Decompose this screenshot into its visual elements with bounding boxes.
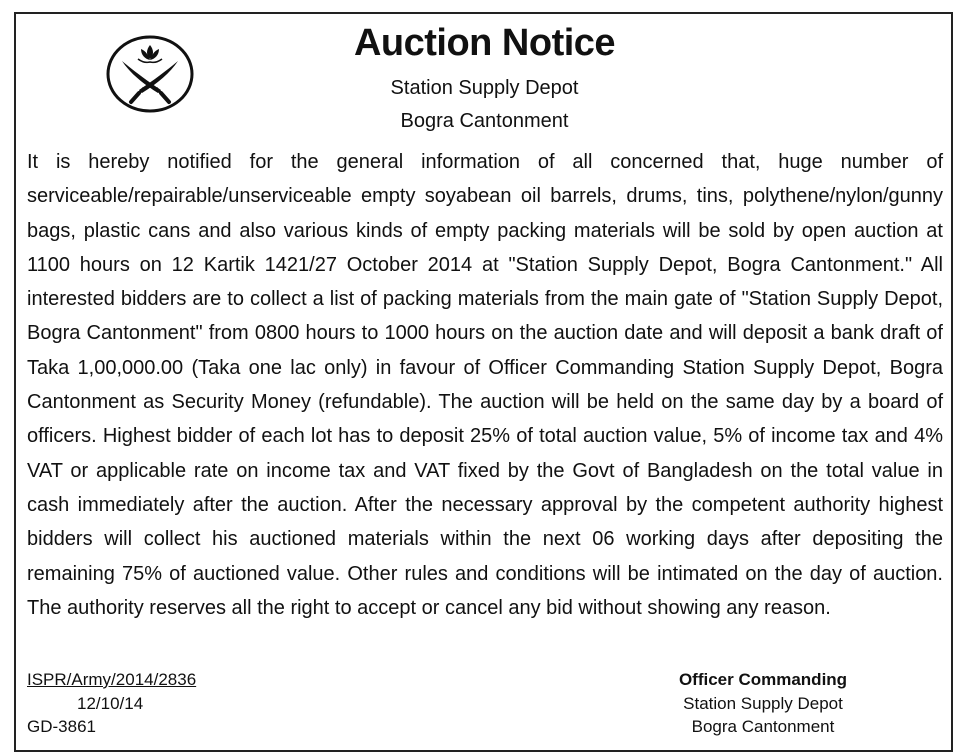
gd-number: GD-3861 xyxy=(27,717,96,736)
notice-body: It is hereby notified for the general information of all concerned that, huge number of serviceable/repairable/unserviceable empty soyabean oil barrels, drums, tins, polythene/nylon/gunny bags, plastic cans and also various kinds of empty packing materials will be sold by open auction at 1100 hours on 12 Kartik 1421/27 October 2014 at "Station Supply Depot, Bogra Cantonment." All interested bidders are to collect a list of packing materials from the main gate of "Station Supply Depot, Bogra Cantonment" from 0800 hours to 1000 hours on the auction date and will deposit a bank draft of Taka 1,00,000.00 (Taka one lac only) in favour of Officer Commanding Station Supply Depot, Bogra Cantonment as Security Money (refundable). The auction will be held on the same day by a board of officers. Highest bidder of each lot has to deposit 25% of total auction value, 5% of income tax and 4% VAT or applicable rate on income tax and VAT fixed by the Govt of Bangladesh on the total value in cash immediately after the auction. After the necessary approval by the competent authority highest bidders will collect his auctioned materials within the next 06 working days after depositing the remaining 75% of auctioned value. Other rules and conditions will be intimated on the day of auction. The authority reserves all the right to accept or cancel any bid without showing any reason. xyxy=(27,151,943,619)
issuer-name: Station Supply Depot xyxy=(390,77,579,99)
signature-block xyxy=(663,668,863,739)
issuer-location: Bogra Cantonment xyxy=(400,110,569,132)
signer-title: Officer Commanding xyxy=(678,670,848,689)
signer-location: Bogra Cantonment xyxy=(691,717,835,736)
signer-unit: Station Supply Depot xyxy=(683,693,843,713)
issue-date: 12/10/14 xyxy=(77,693,144,713)
reference-number: ISPR/Army/2014/2836 xyxy=(27,670,197,689)
reference-block xyxy=(27,668,196,739)
page-title: Auction Notice xyxy=(353,22,616,64)
